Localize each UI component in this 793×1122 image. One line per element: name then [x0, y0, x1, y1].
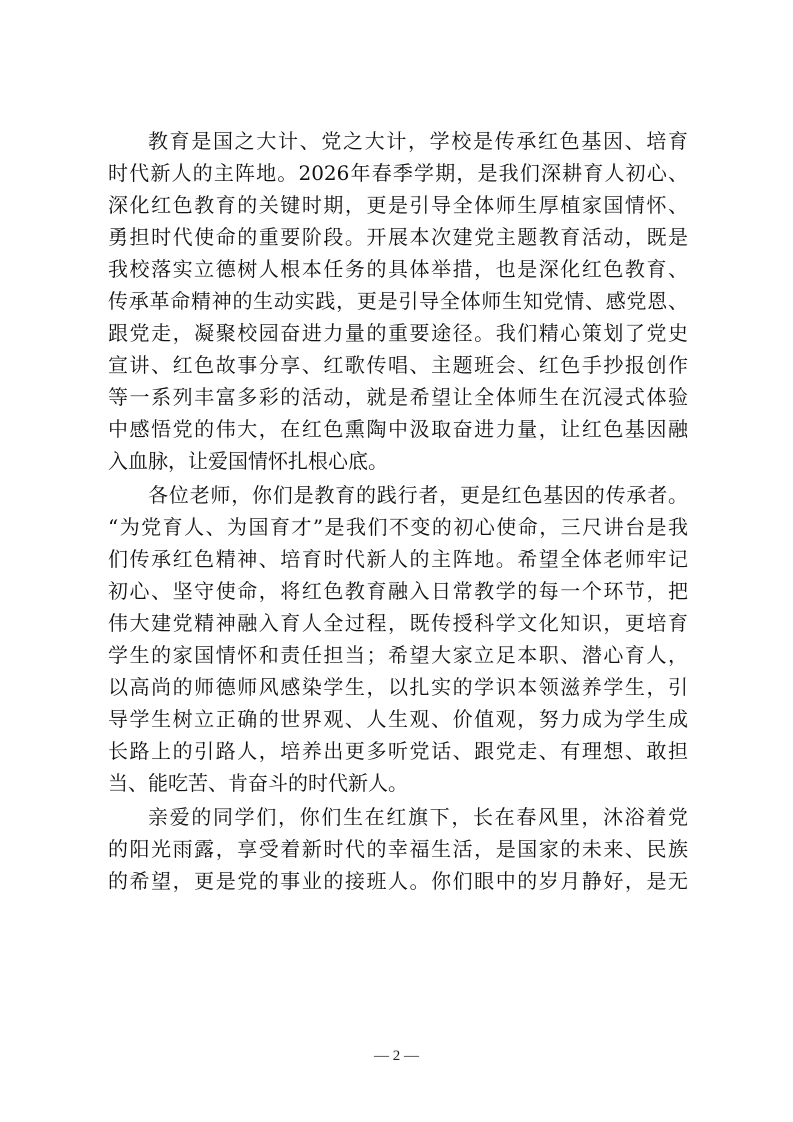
- text-line: 伟大建党精神融入育人全过程，既传授科学文化知识，更培育: [108, 611, 688, 635]
- text-line: 教育是国之大计、党之大计，学校是传承红色基因、培育: [148, 129, 688, 153]
- text-line: 等一系列丰富多彩的活动，就是希望让全体师生在沉浸式体验: [108, 385, 688, 409]
- paragraph-teachers: [108, 479, 688, 799]
- text-line: “为党育人、为国育才”是我们不变的初心使命，三尺讲台是我: [108, 515, 688, 539]
- text-line: 当、能吃苦、肯奋斗的时代新人。: [108, 771, 408, 795]
- text-line: 跟党走，凝聚校园奋进力量的重要途径。我们精心策划了党史: [108, 321, 688, 345]
- text-line: 时代新人的主阵地。2026年春季学期，是我们深耕育人初心、: [108, 161, 688, 185]
- text-line: 们传承红色精神、培育时代新人的主阵地。希望全体老师牢记: [108, 547, 688, 571]
- document-body: [108, 125, 688, 897]
- text-line: 宣讲、红色故事分享、红歌传唱、主题班会、红色手抄报创作: [108, 353, 688, 377]
- text-line: 勇担时代使命的重要阶段。开展本次建党主题教育活动，既是: [108, 225, 688, 249]
- text-line: 深化红色教育的关键时期，更是引导全体师生厚植家国情怀、: [108, 193, 688, 217]
- text-line: 各位老师，你们是教育的践行者，更是红色基因的传承者。: [148, 483, 688, 507]
- paragraph-school-mission: [108, 125, 688, 477]
- paragraph-students: [108, 801, 688, 897]
- text-line: 的阳光雨露，享受着新时代的幸福生活，是国家的未来、民族: [108, 837, 688, 861]
- text-line: 导学生树立正确的世界观、人生观、价值观，努力成为学生成: [108, 707, 688, 731]
- text-line: 的希望，更是党的事业的接班人。你们眼中的岁月静好，是无: [108, 869, 688, 893]
- text-line: 初心、坚守使命，将红色教育融入日常教学的每一个环节，把: [108, 579, 688, 603]
- text-line: 我校落实立德树人根本任务的具体举措，也是深化红色教育、: [108, 257, 688, 281]
- text-line: 入血脉，让爱国情怀扎根心底。: [108, 449, 388, 473]
- text-line: 学生的家国情怀和责任担当；希望大家立足本职、潜心育人，: [108, 643, 688, 667]
- text-line: 长路上的引路人，培养出更多听党话、跟党走、有理想、敢担: [108, 739, 688, 763]
- page-number: — 2 —: [374, 1048, 419, 1064]
- text-line: 传承革命精神的生动实践，更是引导全体师生知党情、感党恩、: [108, 289, 688, 313]
- text-line: 以高尚的师德师风感染学生，以扎实的学识本领滋养学生，引: [108, 675, 688, 699]
- text-line: 中感悟党的伟大，在红色熏陶中汲取奋进力量，让红色基因融: [108, 417, 688, 441]
- text-line: 亲爱的同学们，你们生在红旗下，长在春风里，沐浴着党: [148, 805, 688, 829]
